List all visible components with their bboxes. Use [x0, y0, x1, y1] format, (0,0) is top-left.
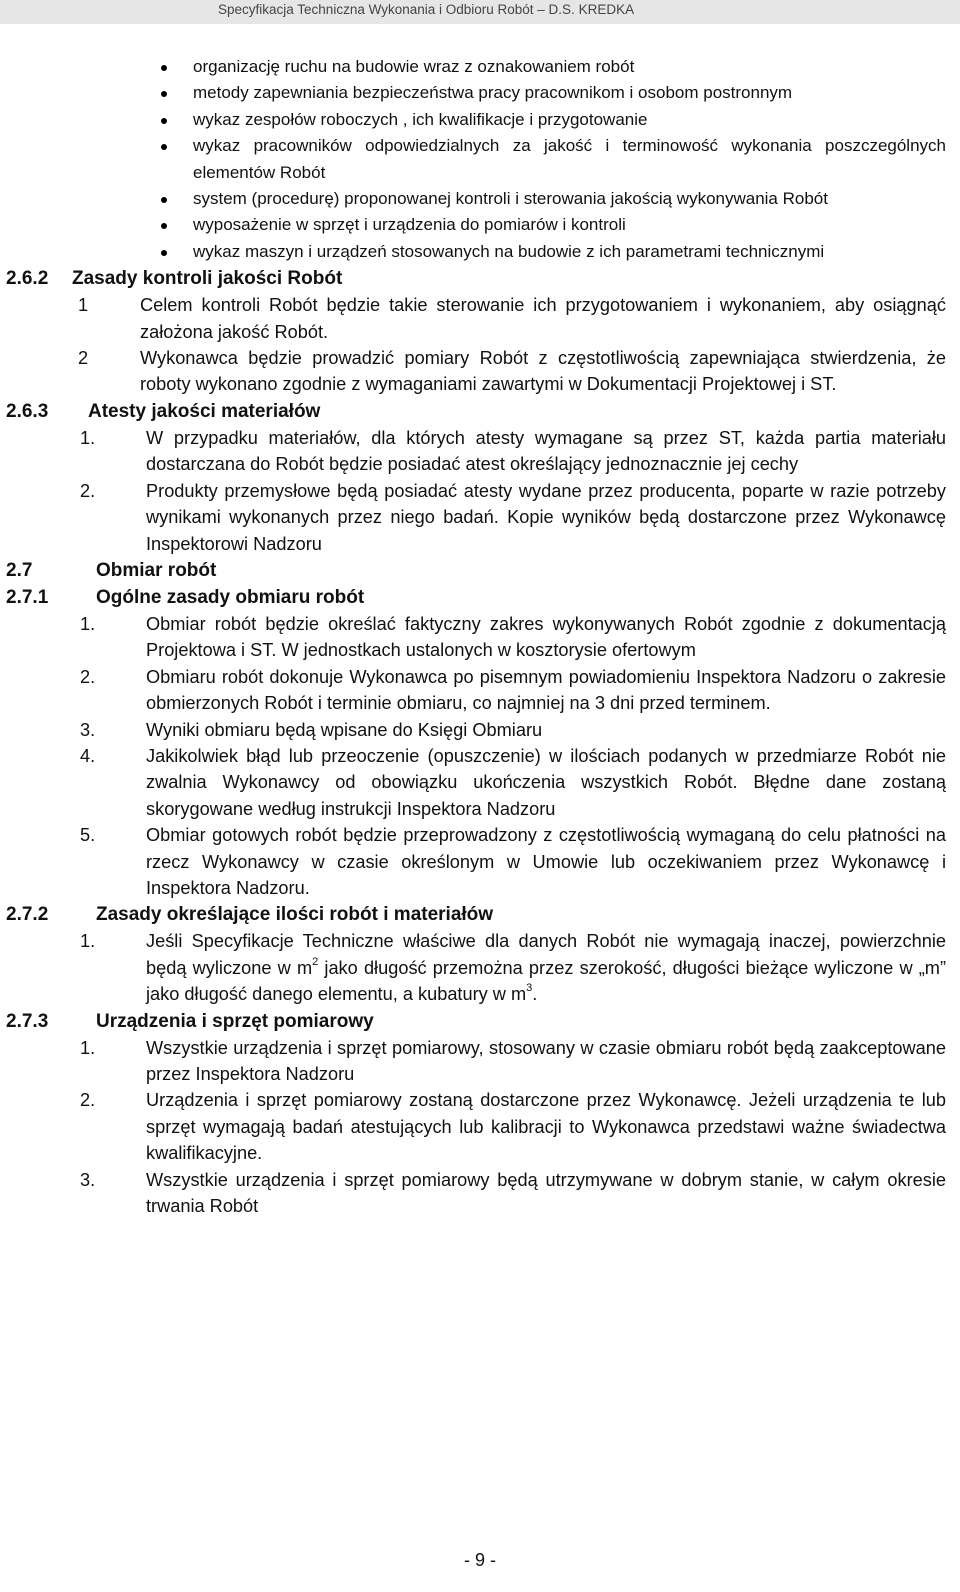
section-title: Ogólne zasady obmiaru robót — [96, 586, 365, 608]
item-number: 3. — [80, 719, 96, 740]
list-item — [6, 1087, 946, 1166]
item-text: W przypadku materiałów, dla których atesty wymagane są przez ST, każda partia materiału dostarczana do Robót będzie posiadać atest określający jednoznacznie jej cechy — [146, 427, 946, 475]
list-item — [6, 1167, 946, 1220]
section-number: 2.7.2 — [6, 904, 49, 926]
section-title: Zasady kontroli jakości Robót — [72, 268, 343, 290]
section-heading-2-6-2 — [6, 265, 946, 292]
section-number: 2.6.3 — [6, 400, 49, 422]
item-text: Urządzenia i sprzęt pomiarowy zostaną dostarczone przez Wykonawcę. Jeżeli urządzenia te lub sprzęt wymagają badań atestujących lub kalibracji to Wykonawca przedstawi ważne świadectwa kwalifikacyjne. — [146, 1090, 946, 1164]
item-number: 2. — [80, 666, 96, 687]
bullet-item: metody zapewniania bezpieczeństwa pracy pracownikom i osobom postronnym — [6, 80, 946, 106]
item-number: 1. — [80, 931, 96, 952]
item-number: 2. — [80, 1090, 96, 1111]
section-title: Zasady określające ilości robót i materiałów — [96, 904, 494, 926]
section-title: Urządzenia i sprzęt pomiarowy — [96, 1010, 374, 1032]
section-number: 2.7.1 — [6, 586, 49, 608]
bullet-item: organizację ruchu na budowie wraz z oznakowaniem robót — [6, 54, 946, 80]
item-text: Wszystkie urządzenia i sprzęt pomiarowy, stosowany w czasie obmiaru robót będą zaakceptowane przez Inspektora Nadzoru — [146, 1037, 946, 1084]
item-number: 1 — [78, 295, 89, 316]
superscript: 3 — [526, 982, 533, 995]
item-number: 1. — [80, 1037, 96, 1058]
section-heading-2-7-3 — [6, 1008, 946, 1035]
bullet-item: wykaz pracowników odpowiedzialnych za jakość i terminowość wykonania poszczególnych elementów Robót — [6, 133, 946, 186]
item-number: 5. — [80, 825, 96, 846]
page-number: - 9 - — [463, 1550, 496, 1570]
item-number: 1. — [80, 613, 96, 634]
document-body — [6, 54, 946, 1219]
list-item — [6, 292, 946, 345]
list-item — [6, 664, 946, 717]
list-item — [6, 425, 946, 478]
item-text: Celem kontroli Robót będzie takie sterowanie ich przygotowaniem i wykonaniem, aby osiągnąć założona jakość Robót. — [140, 295, 946, 342]
item-text: Obmiar robót będzie określać faktyczny zakres wykonywanych Robót zgodnie z dokumentacją Projektowa i ST. W jednostkach ustalonych w kosztorysie ofertowym — [146, 613, 946, 661]
section-heading-2-7 — [6, 557, 946, 584]
list-item — [6, 743, 946, 822]
requirements-bullet-list — [6, 54, 946, 265]
item-text: Obmiaru robót dokonuje Wykonawca po pisemnym powiadomieniu Inspektora Nadzoru o zakresie obmierzonych Robót i terminie obmiaru, co najmniej na 3 dni przed terminem. — [146, 666, 946, 714]
section-heading-2-6-3 — [6, 398, 946, 425]
item-text-part: . — [532, 984, 538, 1005]
material-certificates-list — [6, 425, 946, 557]
list-item — [6, 478, 946, 557]
bullet-item: wykaz zespołów roboczych , ich kwalifikacje i przygotowanie — [6, 107, 946, 133]
section-heading-2-7-1 — [6, 584, 946, 611]
bullet-item: wykaz maszyn i urządzeń stosowanych na budowie z ich parametrami technicznymi — [6, 239, 946, 265]
list-item — [6, 345, 946, 398]
bullet-item: system (procedurę) proponowanej kontroli i sterowania jakością wykonywania Robót — [6, 186, 946, 212]
item-text: Jakikolwiek błąd lub przeoczenie (opuszczenie) w ilościach podanych w przedmiarze Robót nie zwalnia Wykonawcy od obowiązku ukończenia wszystkich Robót. Błędne dane zostaną skorygowane według instrukcji Inspektora Nadzoru — [146, 745, 946, 819]
measurement-rules-list — [6, 611, 946, 901]
document-title: Specyfikacja Techniczna Wykonania i Odbioru Robót – D.S. KREDKA — [218, 2, 635, 17]
list-item — [6, 717, 946, 743]
quantity-rules-list — [6, 928, 946, 1007]
item-text-part: Jeśli Specyfikacje Techniczne właściwe dla danych Robót nie wymagają inaczej, powierzchnie będą wyliczone w m — [146, 931, 946, 978]
list-item — [6, 928, 946, 1007]
list-item — [6, 822, 946, 901]
section-heading-2-7-2 — [6, 901, 946, 928]
section-title: Obmiar robót — [96, 559, 217, 581]
item-text: Produkty przemysłowe będą posiadać atesty wydane przez producenta, poparte w razie potrzeby wynikami wykonanych przez niego badań. Kopie wyników będą dostarczone przez Wykonawcę Inspektorowi Nadzoru — [146, 480, 946, 554]
item-number: 3. — [80, 1169, 96, 1190]
quality-control-list — [6, 292, 946, 398]
list-item — [6, 611, 946, 664]
item-number: 2. — [80, 480, 96, 501]
item-text — [146, 931, 946, 1004]
item-text: Wyniki obmiaru będą wpisane do Księgi Obmiaru — [146, 719, 543, 740]
section-number: 2.6.2 — [6, 268, 49, 290]
item-text: Obmiar gotowych robót będzie przeprowadzony z częstotliwością wymaganą do celu płatności na rzecz Wykonawcy w czasie określonym w Umowie lub oczekiwaniem przez Wykonawcę i Inspektora Nadzoru. — [146, 825, 946, 898]
section-number: 2.7.3 — [6, 1010, 49, 1032]
section-number: 2.7 — [6, 559, 33, 581]
list-item — [6, 1035, 946, 1088]
item-text: Wykonawca będzie prowadzić pomiary Robót z częstotliwością zapewniająca stwierdzenia, że roboty wykonano zgodnie z wymaganiami zawartymi w Dokumentacji Projektowej i ST. — [140, 348, 946, 395]
superscript: 2 — [312, 955, 319, 968]
item-text: Wszystkie urządzenia i sprzęt pomiarowy będą utrzymywane w dobrym stanie, w całym okresie trwania Robót — [146, 1169, 946, 1217]
section-title: Atesty jakości materiałów — [88, 400, 321, 422]
bullet-item: wyposażenie w sprzęt i urządzenia do pomiarów i kontroli — [6, 212, 946, 238]
item-number: 2 — [78, 348, 89, 369]
page-header — [0, 0, 960, 24]
item-text-part: jako długość przemożna przez szerokość, długości bieżące wyliczone w „m” jako długość danego elementu, a kubatury w m — [146, 957, 947, 1005]
item-number: 4. — [80, 745, 96, 766]
item-number: 1. — [80, 427, 96, 448]
measuring-equipment-list — [6, 1035, 946, 1220]
